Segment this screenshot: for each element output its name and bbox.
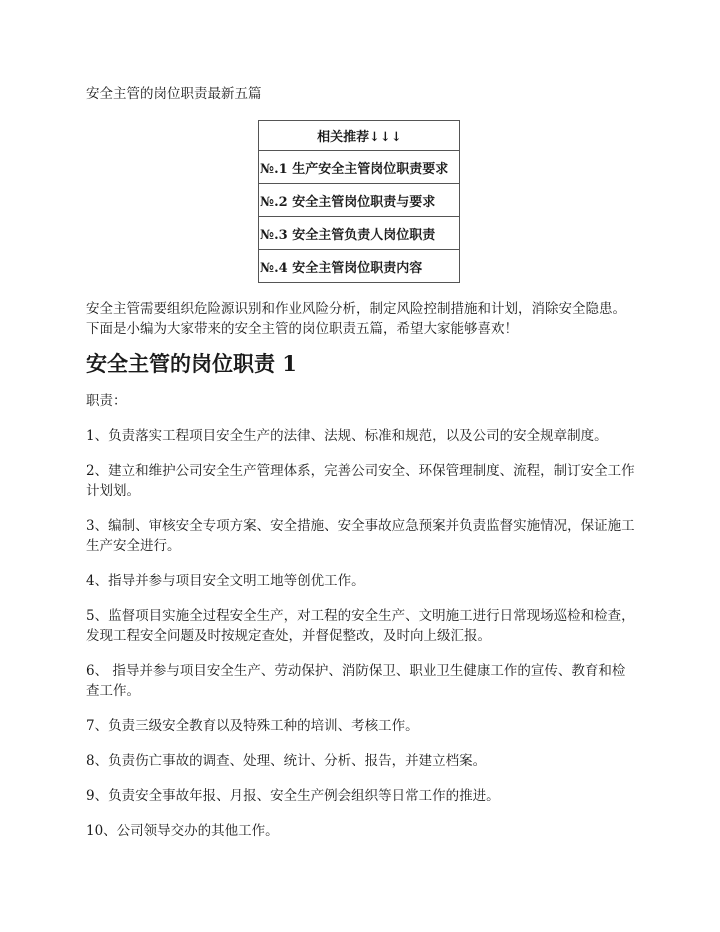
- document-title: 安全主管的岗位职责最新五篇: [86, 86, 262, 102]
- duty-item: 3、编制、审核安全专项方案、安全措施、安全事故应急预案并负责监督实施情况，保证施工生产安全进行。: [86, 518, 635, 554]
- duty-item: 7、负责三级安全教育以及特殊工种的培训、考核工作。: [86, 718, 419, 734]
- duty-item: 9、负责安全事故年报、月报、安全生产例会组织等日常工作的推进。: [86, 788, 500, 804]
- duty-item: 4、指导并参与项目安全文明工地等创优工作。: [86, 573, 365, 589]
- duties-label: 职责：: [86, 393, 127, 409]
- recommend-table: [258, 120, 460, 283]
- duty-item: 2、建立和维护公司安全生产管理体系，完善公司安全、环保管理制度、流程，制订安全工作计划划。: [86, 463, 635, 499]
- intro-paragraph: 安全主管需要组织危险源识别和作业风险分析，制定风险控制措施和计划，消除安全隐患。下面是小编为大家带来的安全主管的岗位职责五篇，希望大家能够喜欢！: [86, 301, 626, 337]
- duty-item: 1、负责落实工程项目安全生产的法律、法规、标准和规范，以及公司的安全规章制度。: [86, 428, 608, 444]
- recommend-link-4[interactable]: №.4 安全主管岗位职责内容: [259, 250, 460, 283]
- duty-item: 10、公司领导交办的其他工作。: [86, 823, 279, 839]
- recommend-link-1[interactable]: №.1 生产安全主管岗位职责要求: [259, 151, 460, 184]
- duty-item: 5、监督项目实施全过程安全生产，对工程的安全生产、文明施工进行日常现场巡检和检查，发现工程安全问题及时按规定查处，并督促整改，及时向上级汇报。: [86, 608, 635, 644]
- recommend-link-3[interactable]: №.3 安全主管负责人岗位职责: [259, 217, 460, 250]
- recommend-header: 相关推荐↓↓↓: [259, 121, 460, 151]
- duty-item: 8、负责伤亡事故的调查、处理、统计、分析、报告，并建立档案。: [86, 753, 487, 769]
- document-page: [86, 84, 638, 856]
- recommend-link-2[interactable]: №.2 安全主管岗位职责与要求: [259, 184, 460, 217]
- duty-item: 6、 指导并参与项目安全生产、劳动保护、消防保卫、职业卫生健康工作的宣传、教育和检查工作。: [86, 663, 626, 699]
- section-title: 安全主管的岗位职责 1: [86, 351, 297, 376]
